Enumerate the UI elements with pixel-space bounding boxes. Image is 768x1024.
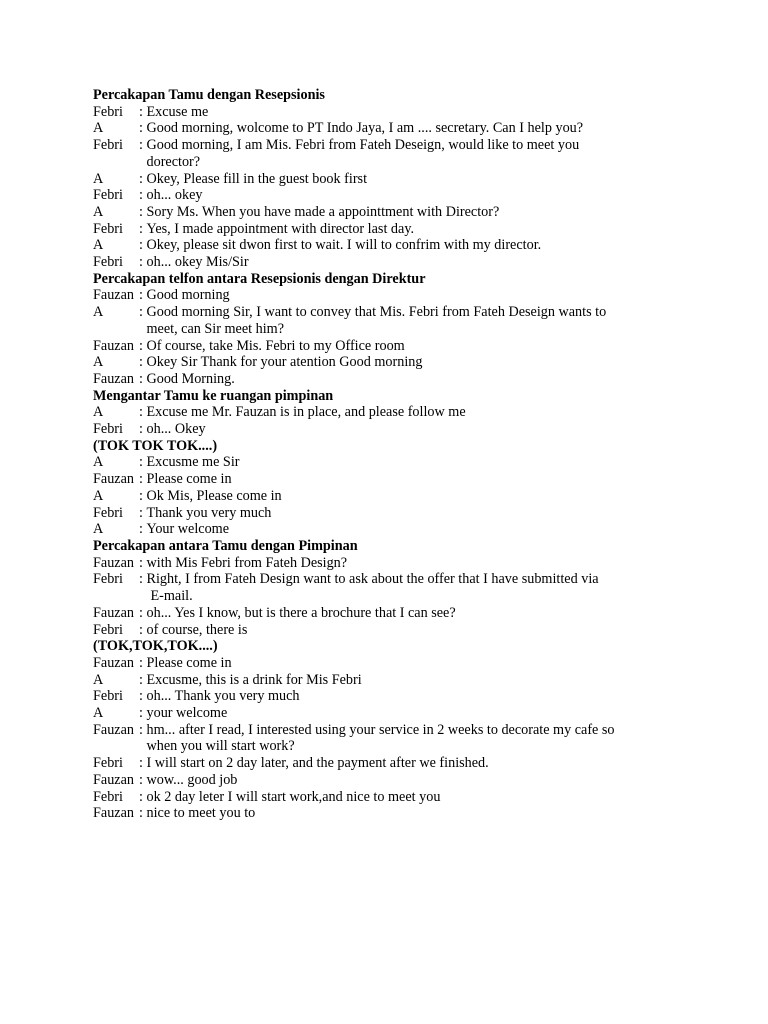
speaker-name: A xyxy=(93,237,104,254)
utterance-line: Ok Mis, Please come in xyxy=(146,487,282,504)
dialogue-line xyxy=(93,421,673,438)
utterance-line: hm... after I read, I interested using your service in 2 weeks to decorate my cafe so xyxy=(146,721,615,738)
utterance xyxy=(147,171,674,188)
speaker-separator: : xyxy=(139,220,147,237)
utterance-line: Excusme me Sir xyxy=(146,454,240,471)
speaker-name: Febri xyxy=(93,688,123,705)
dialogue-line xyxy=(93,221,673,238)
dialogue-line xyxy=(93,338,673,355)
dialogue-line xyxy=(93,471,673,488)
utterance-line: dorector? xyxy=(146,153,201,170)
utterance xyxy=(147,187,674,204)
utterance xyxy=(147,237,674,254)
speaker-name: Febri xyxy=(93,254,123,271)
speaker-separator: : xyxy=(139,421,147,438)
utterance xyxy=(147,204,674,221)
utterance-line: Good morning, wolcome to PT Indo Jaya, I am .... secretary. Can I help you? xyxy=(146,120,584,137)
speaker-name: Fauzan xyxy=(93,471,134,488)
utterance xyxy=(147,471,674,488)
dialogue-line xyxy=(93,187,673,204)
speaker-separator: : xyxy=(139,571,147,588)
speaker-separator: : xyxy=(139,354,147,371)
utterance-line: oh... Yes I know, but is there a brochure that I can see? xyxy=(146,604,456,621)
speaker-separator: : xyxy=(139,721,147,738)
speaker-separator: : xyxy=(139,755,147,772)
dialogue-line xyxy=(93,789,673,806)
utterance xyxy=(147,705,674,722)
dialogue-line xyxy=(93,237,673,254)
section-heading: Percakapan antara Tamu dengan Pimpinan xyxy=(93,537,358,554)
speaker-separator: : xyxy=(139,170,147,187)
section-heading: Percakapan Tamu dengan Resepsionis xyxy=(93,87,325,103)
speaker-name: Febri xyxy=(93,137,123,154)
speaker-name: Fauzan xyxy=(93,771,134,788)
dialogue-line xyxy=(93,354,673,371)
utterance-line: Good Morning. xyxy=(146,370,235,387)
speaker-name: Febri xyxy=(93,788,123,805)
utterance xyxy=(147,755,674,772)
dialogue-line xyxy=(93,605,673,622)
dialogue-line xyxy=(93,622,673,639)
dialogue-line xyxy=(93,505,673,522)
utterance-line: Please come in xyxy=(146,471,232,488)
utterance xyxy=(147,789,674,806)
speaker-name: Febri xyxy=(93,220,123,237)
utterance-line: I will start on 2 day later, and the payment after we finished. xyxy=(146,755,489,772)
speaker-name: Febri xyxy=(93,103,123,120)
utterance xyxy=(147,688,674,705)
utterance-line: Excuse me Mr. Fauzan is in place, and please follow me xyxy=(146,404,466,421)
speaker-name: Febri xyxy=(93,621,123,638)
utterance-line: Excuse me xyxy=(146,103,209,120)
utterance-line: ok 2 day leter I will start work,and nice to meet you xyxy=(146,788,441,805)
speaker-separator: : xyxy=(139,120,147,137)
utterance-line: Thank you very much xyxy=(146,504,272,521)
speaker-name: A xyxy=(93,454,104,471)
dialogue-line xyxy=(93,571,673,604)
speaker-name: Fauzan xyxy=(93,337,134,354)
utterance xyxy=(147,655,674,672)
utterance-line: Okey, Please fill in the guest book first xyxy=(146,170,368,187)
dialogue-line xyxy=(93,254,673,271)
utterance xyxy=(147,338,674,355)
utterance-line: Excusme, this is a drink for Mis Febri xyxy=(146,671,362,688)
utterance-line: Yes, I made appointment with director last day. xyxy=(146,220,415,237)
speaker-name: Fauzan xyxy=(93,805,134,822)
utterance-line: Right, I from Fateh Design want to ask about the offer that I have submitted via xyxy=(146,571,599,588)
utterance xyxy=(147,254,674,271)
utterance-line: Good morning Sir, I want to convey that Mis. Febri from Fateh Deseign wants to xyxy=(146,304,607,321)
utterance-line: oh... okey Mis/Sir xyxy=(146,254,249,271)
utterance xyxy=(147,505,674,522)
dialogue-line xyxy=(93,805,673,822)
utterance-line: Good morning xyxy=(146,287,230,304)
speaker-name: A xyxy=(93,120,104,137)
dialogue-line xyxy=(93,204,673,221)
speaker-name: Fauzan xyxy=(93,654,134,671)
utterance-line: nice to meet you to xyxy=(146,805,256,822)
utterance xyxy=(147,120,674,137)
utterance-line: oh... okey xyxy=(146,187,203,204)
dialogue-line xyxy=(93,404,673,421)
dialogue-line xyxy=(93,672,673,689)
utterance xyxy=(147,521,674,538)
utterance xyxy=(147,555,674,572)
utterance-line: meet, can Sir meet him? xyxy=(146,320,284,337)
dialogue-line xyxy=(93,104,673,121)
dialogue-line xyxy=(93,171,673,188)
speaker-separator: : xyxy=(139,688,147,705)
speaker-separator: : xyxy=(139,337,147,354)
utterance-line: Okey, please sit dwon first to wait. I will to confrim with my director. xyxy=(146,237,542,254)
utterance xyxy=(147,805,674,822)
speaker-separator: : xyxy=(139,304,147,321)
speaker-name: A xyxy=(93,354,104,371)
dialogue-line xyxy=(93,755,673,772)
dialogue-line xyxy=(93,304,673,337)
speaker-name: Febri xyxy=(93,187,123,204)
speaker-separator: : xyxy=(139,604,147,621)
dialogue-line xyxy=(93,555,673,572)
speaker-separator: : xyxy=(139,805,147,822)
dialogue-line xyxy=(93,722,673,755)
speaker-separator: : xyxy=(139,203,147,220)
speaker-separator: : xyxy=(139,771,147,788)
utterance-line: when you will start work? xyxy=(146,738,295,755)
speaker-separator: : xyxy=(139,487,147,504)
utterance-line: of course, there is xyxy=(146,621,248,638)
speaker-name: A xyxy=(93,203,104,220)
utterance-line: Please come in xyxy=(146,654,232,671)
utterance-line: with Mis Febri from Fateh Design? xyxy=(146,554,348,571)
speaker-separator: : xyxy=(139,454,147,471)
utterance xyxy=(147,137,674,170)
utterance xyxy=(147,488,674,505)
speaker-separator: : xyxy=(139,471,147,488)
dialogue-line xyxy=(93,371,673,388)
speaker-name: A xyxy=(93,304,104,321)
utterance xyxy=(147,421,674,438)
section-heading: Percakapan telfon antara Resepsionis dengan Direktur xyxy=(93,270,426,287)
speaker-separator: : xyxy=(139,187,147,204)
speaker-name: A xyxy=(93,170,104,187)
utterance xyxy=(147,304,674,337)
speaker-separator: : xyxy=(139,504,147,521)
speaker-separator: : xyxy=(139,671,147,688)
dialogue-line xyxy=(93,287,673,304)
utterance-line: Of course, take Mis. Febri to my Office room xyxy=(146,337,405,354)
speaker-name: Febri xyxy=(93,421,123,438)
utterance xyxy=(147,371,674,388)
utterance xyxy=(147,454,674,471)
dialogue-line xyxy=(93,137,673,170)
speaker-name: A xyxy=(93,521,104,538)
dialogue-document xyxy=(93,87,673,822)
speaker-separator: : xyxy=(139,705,147,722)
speaker-separator: : xyxy=(139,404,147,421)
speaker-name: Fauzan xyxy=(93,554,134,571)
speaker-name: A xyxy=(93,705,104,722)
speaker-separator: : xyxy=(139,788,147,805)
section-heading: Mengantar Tamu ke ruangan pimpinan xyxy=(93,387,334,404)
speaker-separator: : xyxy=(139,521,147,538)
speaker-separator: : xyxy=(139,621,147,638)
dialogue-line xyxy=(93,521,673,538)
dialogue-line xyxy=(93,488,673,505)
speaker-separator: : xyxy=(139,103,147,120)
utterance-line: Sory Ms. When you have made a appointtment with Director? xyxy=(146,203,500,220)
dialogue-line xyxy=(93,454,673,471)
section-heading: (TOK TOK TOK....) xyxy=(93,437,218,454)
speaker-separator: : xyxy=(139,137,147,154)
utterance-line: oh... Thank you very much xyxy=(146,688,300,705)
speaker-name: Fauzan xyxy=(93,604,134,621)
speaker-separator: : xyxy=(139,237,147,254)
utterance xyxy=(147,404,674,421)
speaker-name: Febri xyxy=(93,504,123,521)
speaker-separator: : xyxy=(139,554,147,571)
dialogue-line xyxy=(93,655,673,672)
dialogue-line xyxy=(93,705,673,722)
speaker-separator: : xyxy=(139,370,147,387)
speaker-name: A xyxy=(93,404,104,421)
dialogue-line xyxy=(93,772,673,789)
dialogue-line xyxy=(93,688,673,705)
utterance xyxy=(147,622,674,639)
utterance-line: Your welcome xyxy=(146,521,229,538)
speaker-name: A xyxy=(93,671,104,688)
utterance xyxy=(147,672,674,689)
speaker-name: A xyxy=(93,487,104,504)
speaker-name: Febri xyxy=(93,755,123,772)
utterance-line: your welcome xyxy=(146,705,228,722)
speaker-separator: : xyxy=(139,654,147,671)
utterance xyxy=(147,772,674,789)
speaker-name: Fauzan xyxy=(93,370,134,387)
section-heading: (TOK,TOK,TOK....) xyxy=(93,638,218,655)
utterance xyxy=(147,221,674,238)
speaker-name: Fauzan xyxy=(93,721,134,738)
utterance-line: Good morning, I am Mis. Febri from Fateh Deseign, would like to meet you xyxy=(146,137,580,154)
utterance xyxy=(147,354,674,371)
utterance xyxy=(147,104,674,121)
speaker-name: Febri xyxy=(93,571,123,588)
utterance-line: Okey Sir Thank for your atention Good morning xyxy=(146,354,423,371)
utterance-line: E-mail. xyxy=(150,588,193,605)
utterance-line: wow... good job xyxy=(146,771,238,788)
utterance xyxy=(147,287,674,304)
utterance xyxy=(147,722,674,755)
utterance xyxy=(147,605,674,622)
utterance-line: oh... Okey xyxy=(146,421,206,438)
utterance xyxy=(147,571,674,604)
dialogue-line xyxy=(93,120,673,137)
speaker-name: Fauzan xyxy=(93,287,134,304)
speaker-separator: : xyxy=(139,287,147,304)
speaker-separator: : xyxy=(139,254,147,271)
